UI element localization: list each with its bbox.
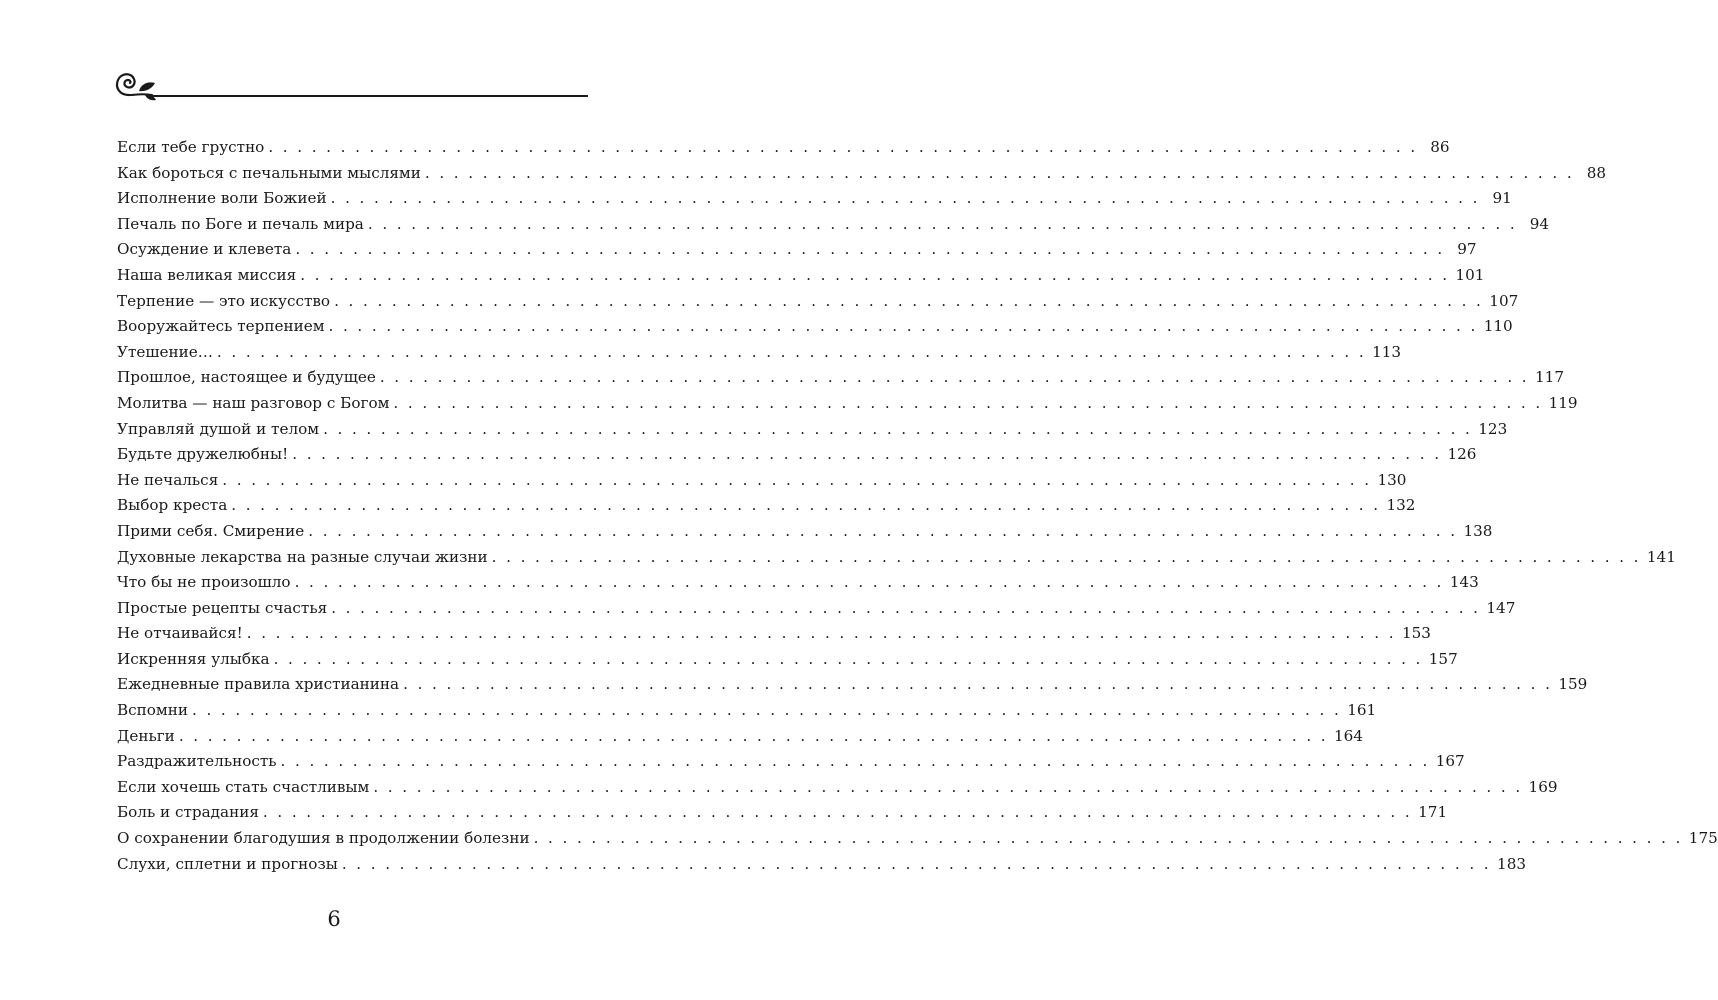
toc-dot-leader: . . . . . . . . . . . . . . . . . . . . . . . . . . . . . . . . . . . . . . . . . . . . . . . . . . . . . . . . . . . . . . . . . . . . . . . . . . . . . . . .: [273, 649, 1423, 668]
toc-entry-title: Боль и страдания: [117, 803, 259, 822]
toc-entry-page: 123: [1478, 419, 1508, 438]
toc-entry: [117, 342, 1402, 369]
toc-entry-page: 183: [1497, 854, 1527, 873]
toc-entry-title: Утешение…: [117, 342, 213, 361]
toc-dot-leader: . . . . . . . . . . . . . . . . . . . . . . . . . . . . . . . . . . . . . . . . . . . . . . . . . . . . . . . . . . . . . . . . . . . . . . . . . . . . . . . .: [268, 138, 1418, 156]
toc-entry: [117, 291, 1519, 318]
toc-dot-leader: . . . . . . . . . . . . . . . . . . . . . . . . . . . . . . . . . . . . . . . . . . . . . . . . . . . . . . . . . . . . . . . . . . . . . . . . . . . . . . . .: [300, 265, 1450, 284]
toc-dot-leader: . . . . . . . . . . . . . . . . . . . . . . . . . . . . . . . . . . . . . . . . . . . . . . . . . . . . . . . . . . . . . . . . . . . . . . . . . . . . . . . .: [491, 547, 1641, 566]
toc-entry-title: О сохранении благодушия в продолжении болезни: [117, 829, 530, 848]
toc-entry: [117, 752, 1465, 778]
toc-dot-leader: . . . . . . . . . . . . . . . . . . . . . . . . . . . . . . . . . . . . . . . . . . . . . . . . . . . . . . . . . . . . . . . . . . . . . . . . . . . . . . . .: [308, 521, 1458, 540]
toc-dot-leader: . . . . . . . . . . . . . . . . . . . . . . . . . . . . . . . . . . . . . . . . . . . . . . . . . . . . . . . . . . . . . . . . . . . . . . . . . . . . . . . .: [216, 342, 1367, 361]
toc-entry-page: 126: [1447, 445, 1477, 464]
toc-entry: [117, 521, 1493, 548]
toc-entry-title: Молитва — наш разговор с Богом: [117, 393, 390, 412]
toc-entry: [117, 777, 1558, 804]
toc-entry-title: Слухи, сплетни и прогнозы: [117, 854, 338, 873]
toc-entry-page: 147: [1486, 598, 1516, 617]
toc-dot-leader: . . . . . . . . . . . . . . . . . . . . . . . . . . . . . . . . . . . . . . . . . . . . . . . . . . . . . . . . . . . . . . . . . . . . . . . . . . . . . . . .: [334, 291, 1484, 310]
toc-entry-page: 113: [1372, 342, 1402, 361]
toc-dot-leader: . . . . . . . . . . . . . . . . . . . . . . . . . . . . . . . . . . . . . . . . . . . . . . . . . . . . . . . . . . . . . . . . . . . . . . . . . . . . . . . .: [330, 189, 1480, 208]
toc-entry-title: Если хочешь стать счастливым: [117, 777, 370, 796]
toc-entry-title: Не отчаивайся!: [117, 624, 243, 643]
toc-dot-leader: . . . . . . . . . . . . . . . . . . . . . . . . . . . . . . . . . . . . . . . . . . . . . . . . . . . . . . . . . . . . . . . . . . . . . . . . . . . . . . . .: [403, 675, 1553, 694]
toc-dot-leader: . . . . . . . . . . . . . . . . . . . . . . . . . . . . . . . . . . . . . . . . . . . . . . . . . . . . . . . . . . . . . . . . . . . . . . . . . . . . . . . .: [222, 470, 1372, 489]
toc-entry: [117, 214, 1550, 241]
toc-entry-page: 132: [1386, 496, 1416, 515]
table-of-contents: [117, 138, 1718, 880]
toc-dot-leader: . . . . . . . . . . . . . . . . . . . . . . . . . . . . . . . . . . . . . . . . . . . . . . . . . . . . . . . . . . . . . . . . . . . . . . . . . . . . . . . .: [379, 368, 1530, 387]
toc-entry: [117, 573, 1479, 599]
toc-entry-title: Раздражительность: [117, 752, 277, 771]
toc-entry: [117, 317, 1513, 343]
toc-entry-title: Не печалься: [117, 470, 219, 489]
toc-dot-leader: . . . . . . . . . . . . . . . . . . . . . . . . . . . . . . . . . . . . . . . . . . . . . . . . . . . . . . . . . . . . . . . . . . . . . . . . . . . . . . . .: [533, 829, 1683, 848]
toc-entry-title: Терпение — это искусство: [117, 291, 331, 310]
toc-entry-title: Исполнение воли Божией: [117, 189, 327, 208]
toc-dot-leader: . . . . . . . . . . . . . . . . . . . . . . . . . . . . . . . . . . . . . . . . . . . . . . . . . . . . . . . . . . . . . . . . . . . . . . . . . . . . . . . .: [328, 317, 1478, 336]
toc-entry: [117, 470, 1407, 497]
toc-entry-title: Искренняя улыбка: [117, 649, 270, 668]
toc-entry: [117, 393, 1578, 420]
toc-dot-leader: . . . . . . . . . . . . . . . . . . . . . . . . . . . . . . . . . . . . . . . . . . . . . . . . . . . . . . . . . . . . . . . . . . . . . . . . . . . . . . . .: [192, 701, 1342, 720]
toc-entry: [117, 240, 1477, 266]
toc-entry-page: 141: [1646, 547, 1676, 566]
toc-entry-page: 86: [1430, 138, 1450, 156]
toc-entry: [117, 445, 1477, 471]
toc-entry-page: 119: [1548, 393, 1578, 412]
toc-entry-title: Как бороться с печальными мыслями: [117, 163, 421, 182]
toc-entry-page: 171: [1418, 803, 1448, 822]
toc-entry: [117, 419, 1508, 446]
toc-entry-page: 117: [1535, 368, 1565, 387]
toc-entry-page: 153: [1401, 624, 1431, 643]
toc-entry: [117, 368, 1565, 394]
toc-entry-page: 88: [1586, 163, 1607, 182]
toc-entry: [117, 189, 1512, 215]
toc-entry-title: Наша великая миссия: [117, 265, 297, 284]
toc-entry-page: 167: [1435, 752, 1465, 771]
toc-entry: [117, 649, 1458, 676]
toc-entry: [117, 726, 1364, 753]
toc-entry: [117, 675, 1588, 701]
toc-dot-leader: . . . . . . . . . . . . . . . . . . . . . . . . . . . . . . . . . . . . . . . . . . . . . . . . . . . . . . . . . . . . . . . . . . . . . . . . . . . . . . . .: [331, 598, 1481, 617]
toc-dot-leader: . . . . . . . . . . . . . . . . . . . . . . . . . . . . . . . . . . . . . . . . . . . . . . . . . . . . . . . . . . . . . . . . . . . . . . . . . . . . . . . .: [367, 214, 1518, 233]
toc-entry-page: 175: [1688, 829, 1718, 848]
toc-entry-page: 107: [1489, 291, 1519, 310]
toc-entry: [117, 624, 1431, 650]
toc-dot-leader: . . . . . . . . . . . . . . . . . . . . . . . . . . . . . . . . . . . . . . . . . . . . . . . . . . . . . . . . . . . . . . . . . . . . . . . . . . . . . . . .: [246, 624, 1396, 643]
toc-entry: [117, 265, 1485, 292]
toc-entry: [117, 598, 1516, 625]
toc-entry-title: Печаль по Боге и печаль мира: [117, 214, 364, 233]
toc-entry: [117, 163, 1607, 190]
toc-entry-title: Деньги: [117, 726, 175, 745]
toc-dot-leader: . . . . . . . . . . . . . . . . . . . . . . . . . . . . . . . . . . . . . . . . . . . . . . . . . . . . . . . . . . . . . . . . . . . . . . . . . . . . . . . .: [341, 854, 1492, 873]
toc-entry-page: 169: [1528, 777, 1558, 796]
toc-entry-title: Если тебе грустно: [117, 138, 265, 156]
toc-entry: [117, 138, 1450, 164]
toc-dot-leader: . . . . . . . . . . . . . . . . . . . . . . . . . . . . . . . . . . . . . . . . . . . . . . . . . . . . . . . . . . . . . . . . . . . . . . . . . . . . . . . .: [280, 752, 1430, 771]
toc-dot-leader: . . . . . . . . . . . . . . . . . . . . . . . . . . . . . . . . . . . . . . . . . . . . . . . . . . . . . . . . . . . . . . . . . . . . . . . . . . . . . . . .: [292, 445, 1442, 464]
toc-entry-title: Прими себя. Смирение: [117, 521, 305, 540]
toc-entry: [117, 854, 1527, 881]
toc-entry-title: Простые рецепты счастья: [117, 598, 328, 617]
toc-dot-leader: . . . . . . . . . . . . . . . . . . . . . . . . . . . . . . . . . . . . . . . . . . . . . . . . . . . . . . . . . . . . . . . . . . . . . . . . . . . . . . . .: [262, 803, 1413, 822]
toc-entry-title: Управляй душой и телом: [117, 419, 320, 438]
toc-entry-page: 97: [1457, 240, 1477, 259]
toc-entry: [117, 496, 1416, 522]
toc-dot-leader: . . . . . . . . . . . . . . . . . . . . . . . . . . . . . . . . . . . . . . . . . . . . . . . . . . . . . . . . . . . . . . . . . . . . . . . . . . . . . . . .: [231, 496, 1381, 515]
toc-entry-title: Ежедневные правила христианина: [117, 675, 400, 694]
toc-entry-page: 110: [1483, 317, 1513, 336]
toc-entry-page: 101: [1455, 265, 1485, 284]
toc-entry-page: 159: [1558, 675, 1588, 694]
toc-dot-leader: . . . . . . . . . . . . . . . . . . . . . . . . . . . . . . . . . . . . . . . . . . . . . . . . . . . . . . . . . . . . . . . . . . . . . . . . . . . . . . . .: [424, 163, 1575, 182]
toc-entry-title: Духовные лекарства на разные случаи жизни: [117, 547, 488, 566]
toc-entry-title: Вооружайтесь терпением: [117, 317, 325, 336]
toc-dot-leader: . . . . . . . . . . . . . . . . . . . . . . . . . . . . . . . . . . . . . . . . . . . . . . . . . . . . . . . . . . . . . . . . . . . . . . . . . . . . . . . .: [373, 777, 1523, 796]
toc-dot-leader: . . . . . . . . . . . . . . . . . . . . . . . . . . . . . . . . . . . . . . . . . . . . . . . . . . . . . . . . . . . . . . . . . . . . . . . . . . . . . . . .: [393, 393, 1543, 412]
toc-entry-title: Осуждение и клевета: [117, 240, 292, 259]
toc-entry: [117, 701, 1377, 727]
toc-entry-page: 143: [1449, 573, 1479, 592]
toc-entry-title: Вспомни: [117, 701, 188, 720]
toc-dot-leader: . . . . . . . . . . . . . . . . . . . . . . . . . . . . . . . . . . . . . . . . . . . . . . . . . . . . . . . . . . . . . . . . . . . . . . . . . . . . . . . .: [323, 419, 1473, 438]
toc-entry: [117, 803, 1448, 829]
toc-entry-title: Будьте дружелюбны!: [117, 445, 289, 464]
toc-entry-page: 157: [1428, 649, 1458, 668]
toc-dot-leader: . . . . . . . . . . . . . . . . . . . . . . . . . . . . . . . . . . . . . . . . . . . . . . . . . . . . . . . . . . . . . . . . . . . . . . . . . . . . . . . .: [294, 573, 1444, 592]
page-number: 6: [327, 907, 341, 931]
header-rule: [152, 95, 588, 97]
toc-entry-page: 138: [1463, 521, 1493, 540]
toc-entry-title: Выбор креста: [117, 496, 228, 515]
toc-entry-page: 164: [1334, 726, 1364, 745]
toc-dot-leader: . . . . . . . . . . . . . . . . . . . . . . . . . . . . . . . . . . . . . . . . . . . . . . . . . . . . . . . . . . . . . . . . . . . . . . . . . . . . . . . .: [295, 240, 1445, 259]
toc-entry-page: 91: [1492, 189, 1512, 208]
toc-entry-page: 94: [1529, 214, 1550, 233]
toc-entry-title: Что бы не произошло: [117, 573, 291, 592]
toc-entry: [117, 829, 1718, 855]
toc-entry: [117, 547, 1676, 574]
toc-entry-page: 161: [1347, 701, 1377, 720]
toc-dot-leader: . . . . . . . . . . . . . . . . . . . . . . . . . . . . . . . . . . . . . . . . . . . . . . . . . . . . . . . . . . . . . . . . . . . . . . . . . . . . . . . .: [178, 726, 1329, 745]
toc-entry-title: Прошлое, настоящее и будущее: [117, 368, 376, 387]
toc-entry-page: 130: [1377, 470, 1407, 489]
